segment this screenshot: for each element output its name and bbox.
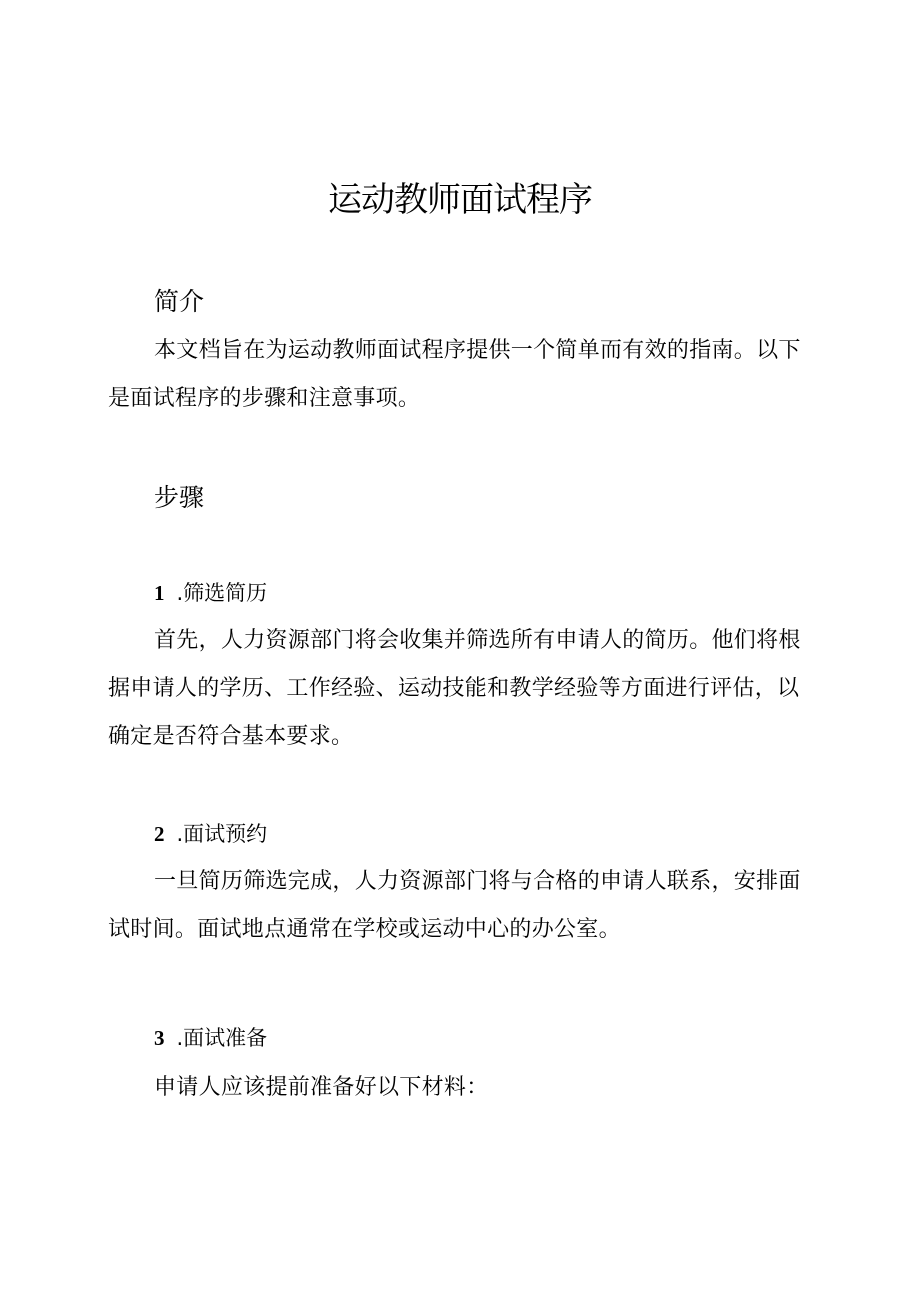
document-title: 运动教师面试程序 bbox=[328, 180, 592, 220]
step-3-title: .面试准备 bbox=[176, 1026, 268, 1050]
step-2-heading bbox=[154, 818, 267, 850]
intro-paragraph: 本文档旨在为运动教师面试程序提供一个简单而有效的指南。以下是面试程序的步骤和注意事项。 bbox=[108, 338, 801, 411]
step-1-number: 1 bbox=[154, 581, 165, 605]
step-2-title: .面试预约 bbox=[176, 822, 268, 846]
steps-heading: 步骤 bbox=[154, 483, 205, 512]
step-1-paragraph: 首先，人力资源部门将会收集并筛选所有申请人的简历。他们将根据申请人的学历、工作经验、运动技能和教学经验等方面进行评估，以确定是否符合基本要求。 bbox=[108, 628, 801, 749]
step-3-number: 3 bbox=[154, 1026, 165, 1050]
step-1-heading bbox=[154, 577, 267, 609]
step-2-number: 2 bbox=[154, 822, 165, 846]
step-3-heading bbox=[154, 1022, 267, 1054]
step-1-title: .筛选简历 bbox=[176, 581, 268, 605]
intro-heading: 简介 bbox=[154, 287, 205, 316]
step-3-paragraph: 申请人应该提前准备好以下材料： bbox=[154, 1075, 489, 1100]
step-2-paragraph: 一旦简历筛选完成，人力资源部门将与合格的申请人联系，安排面试时间。面试地点通常在学校或运动中心的办公室。 bbox=[108, 869, 801, 942]
